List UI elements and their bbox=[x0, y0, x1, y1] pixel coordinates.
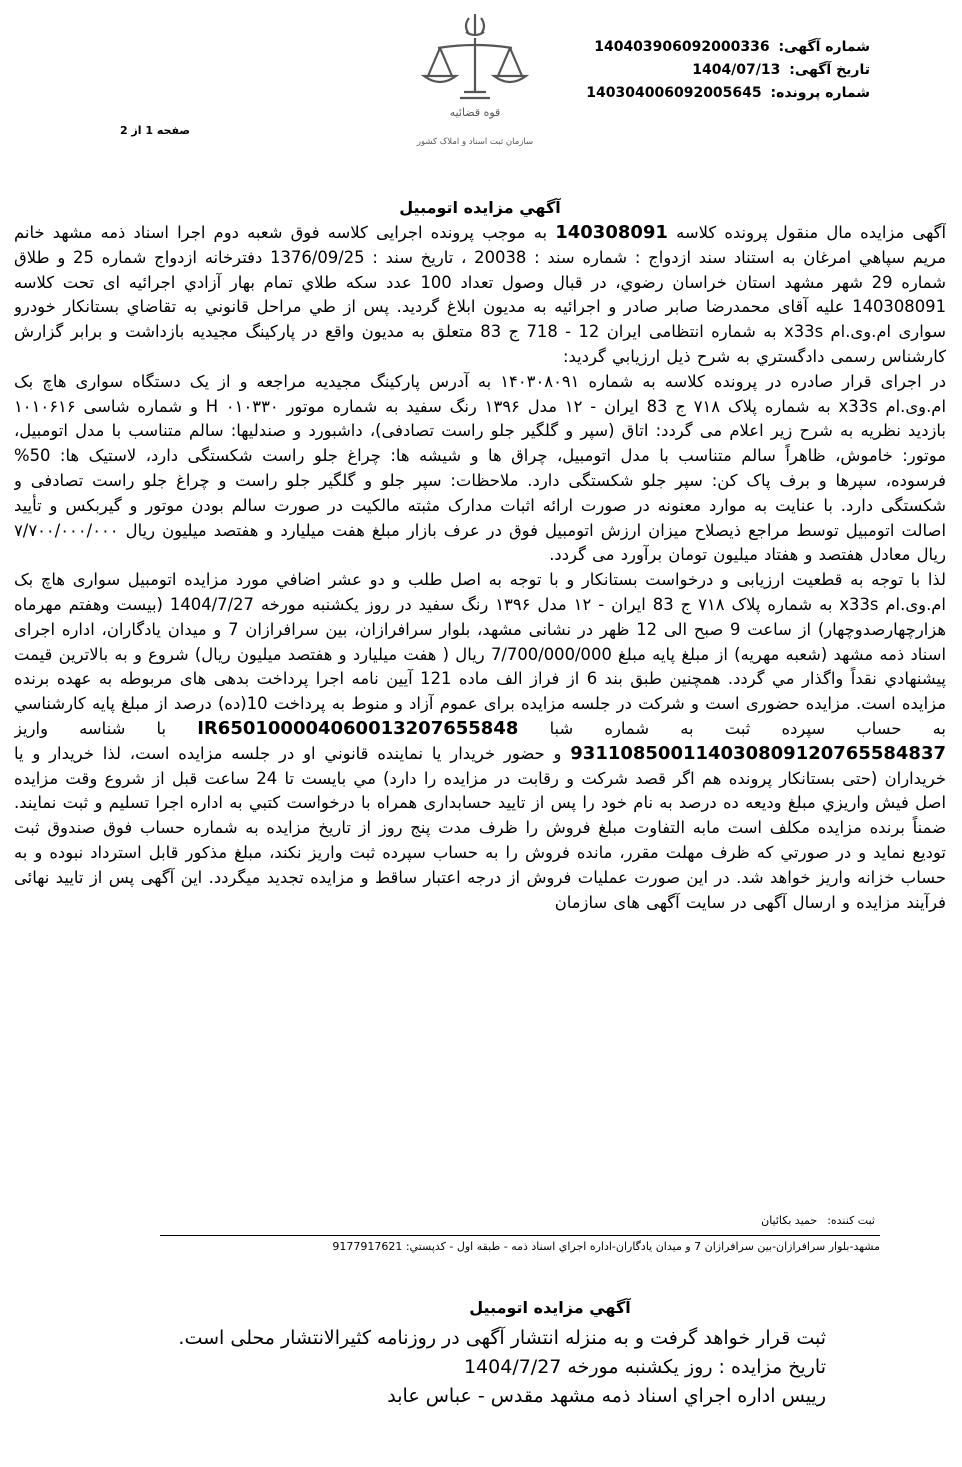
emblem-text-bottom: سازمان ثبت اسناد و املاک کشور bbox=[416, 137, 534, 147]
body-p1-case-number: 140308091 bbox=[555, 222, 668, 243]
body-p1-intro: آگهی مزایده مال منقول پرونده کلاسه bbox=[676, 223, 946, 242]
scales-of-justice-icon bbox=[400, 8, 550, 158]
judiciary-emblem bbox=[400, 8, 550, 158]
case-number-row bbox=[585, 82, 870, 105]
deposit-id-label: با شناسه واريز bbox=[14, 718, 167, 738]
divider-line bbox=[160, 1235, 880, 1236]
body-p3-text-b: و حضور خريدار يا نماينده قانوني او در جلسه مزايده است، لذا خريدار و يا خريداران (حتی بستانکار پرونده هم اگر قصد شرکت و رقابت در مزايده را دارد) مي بايست تا 24 ساعت قبل از شروع وقت مزايده اصل فيش واريزي مبلغ وديعه ده درصد به نام خود را پس از تاييد حسابداری همراه با درخواست کتبي به اداره اجرا تسليم و ثبت نمايند. ضمناً برنده مزايده مکلف است مابه التفاوت مبلغ فروش را ظرف مدت پنج روز از تاريخ مزايده به شماره حساب فوق صندوق ثبت توديع نمايد و در صورتي كه ظرف مهلت مقرر، مانده فروش را به حساب سپرده ثبت واريز نكند، مبلغ مذكور قابل استرداد نبوده و به حساب خزانه واريز خواهد شد. در اين صورت عمليات فروش از درجه اعتبار ساقط و مزايده تجديد ميگردد. اين آگهی پس از تاييد نهائی فرآيند مزايده و ارسال آگهی در سايت آگهی های سازمان bbox=[14, 743, 946, 912]
iban-number: IR650100004060013207655848 bbox=[197, 717, 519, 739]
second-line-1: ثبت قرار خواهد گرفت و به منزله انتشار آگهی در روزنامه کثيرالانتشار محلی است. bbox=[178, 1327, 826, 1349]
case-number-label: شماره پرونده: bbox=[770, 85, 870, 101]
emblem-text-top: قوه قضائیه bbox=[449, 106, 501, 119]
page-indicator: صفحه 1 از 2 bbox=[119, 124, 190, 137]
body-paragraph-2: در اجرای قرار صادره در پرونده کلاسه به شماره ۱۴۰۳۰۸۰۹۱ به آدرس پارکینگ مجیدیه مراجعه و از یک دستگاه سواری هاچ بک ام.وی.ام x33s به شماره پلاک ۷۱۸ ج 83 ایران - ۱۲ مدل ۱۳۹۶ رنگ سفید به شماره موتور ۰۱۰۳۳۰ H و شماره شاسی ۱۰۱۰۶۱۶ بازدید نظریه به شرح زیر اعلام می گردد: اتاق (سپر و گلگیر جلو راست تصادفی)، داشبورد و صندلیها: سالم متناسب با مدل اتومبیل، موتور: خاموش، ظاهراً سالم متناسب با مدل اتومبیل، چراق ها و شیشه ها: چراغ جلو راست شکستگی دارد، لاستیک ها: 50% فرسوده، سپرها و برف پاک کن: سپر جلو شکستگی دارد. ملاحظات: سپر جلو و گلگیر جلو راست و چراغ جلو راست تصادفی و شکستگی دارد. با عنایت به موارد معنونه در صورت ارائه اثبات مدارک مثبته مالکیت در صورت سالم بودن موتور و گیربکس و تأیید اصالت اتومبیل توسط مراجع ذیصلاح میزان ارزش اتومبیل فوق در عرف بازار مبلغ هفت میلیارد و هفتصد میلیون ریال ۷/۷۰۰/۰۰۰/۰۰۰ ریال معادل هفتصد و هفتاد میلیون تومان برآورد می گردد. bbox=[14, 371, 946, 565]
notice-header-info bbox=[585, 36, 870, 105]
notice-number: 14040390609200033‌6 bbox=[594, 39, 770, 55]
second-notice-body bbox=[60, 1324, 826, 1411]
case-number: 14030400609200564‌5 bbox=[586, 85, 762, 101]
office-address: مشهد-بلوار سرافرازان-بين سرافرازان 7 و ميدان يادگاران-اداره اجراي اسناد ذمه - طبقه اول - كدپستي: 9177917621 bbox=[332, 1240, 880, 1253]
registrar-name: حمید بکائیان bbox=[761, 1214, 818, 1227]
notice-body bbox=[14, 221, 946, 1211]
notice-title: آگهي مزايده اتومبيل bbox=[399, 198, 561, 217]
notice-date-row bbox=[585, 59, 870, 82]
second-line-2: تاریخ مزایده : روز يکشنبه مورخه 1404/7/27 bbox=[463, 1356, 826, 1378]
notice-number-row bbox=[585, 36, 870, 59]
body-p3-text-a: لذا با توجه به قطعيت ارزيابی و درخواست بستانکار و با توجه به اصل طلب و دو عشر اضافي مورد مزايده اتومبیل سواری هاچ بک ام.وی.ام x33s به شماره پلاک ۷۱۸ ج 83 ایران - ۱۲ مدل ۱۳۹۶ رنگ سفید در روز يکشنبه مورخه 1404/7/27 (بيست وهفتم مهرماه هزارچهارصدوچهار) از ساعت 9 صبح الی 12 ظهر در نشانی مشهد، بلوار سرافرازان، بين سرافرازان 7 و ميدان يادگاران، اداره اجرای اسناد ذمه مشهد (شعبه مهريه) از مبلغ پايه مبلغ 7/700/000/000 ريال ( هفت میلیارد و هفتصد میلیون ریال) شروع و به بالاترين قيمت پيشنهادي نقداً واگذار مي گردد. همچنين طبق بند 6 از فراز الف ماده 121 آيين نامه اجرا پرداخت بدهی های مربوطه به عهده برنده مزايده است. مزايده حضوری است و شرکت در جلسه مزايده برای عموم آزاد و منوط به پرداخت 10(ده) درصد از مبلغ پايه کارشناسي به حساب سپرده ثبت به شماره شبا bbox=[14, 570, 946, 738]
body-paragraph-3 bbox=[14, 568, 946, 915]
notice-date-label: تاریخ آگهی: bbox=[789, 62, 870, 78]
registrar-label: ثبت كننده: bbox=[827, 1214, 875, 1227]
notice-date: 1404/07/13 bbox=[692, 62, 781, 78]
deposit-id-number: 931108500114030809120765584837 bbox=[570, 742, 946, 764]
registrar-line bbox=[660, 1214, 875, 1227]
body-p1-text: به موجب پرونده اجرایی کلاسه فوق شعبه دوم اجرا اسناد ذمه مشهد خانم مريم سپاهي امرغان به استناد سند ازدواج : شماره سند : 20038 ، تاریخ سند : 1376/09/25 دفترخانه ازدواج شماره 25 و طلاق شماره 29 شهر مشهد استان خراسان رضوي، در قبال وصول تعداد 100 عدد سکه طلاي تمام بهار آزادي اجرائيه ای تحت کلاسه 140308091 علیه آقای محمدرضا صابر صادر و اجرائيه به مديون ابلاغ گرديد. پس از طي مراحل قانوني به تقاضاي بستانكار خودرو سواری ام.وی.ام x33s به شماره انتظامی ایران 12 - 718 ج 83 متعلق به مديون واقع در پارکینگ مجیدیه بازداشت و برابر گزارش کارشناس رسمی دادگستري به شرح ذيل ارزيابي گرديد: bbox=[14, 223, 946, 366]
notice-number-label: شماره آگهی: bbox=[778, 39, 870, 55]
second-line-3: ريیس اداره اجراي اسناد ذمه مشهد مقدس - عباس عابد bbox=[387, 1385, 826, 1407]
body-paragraph-1 bbox=[14, 221, 946, 370]
second-notice-title: آگهي مزايده اتومبيل bbox=[469, 1298, 631, 1317]
